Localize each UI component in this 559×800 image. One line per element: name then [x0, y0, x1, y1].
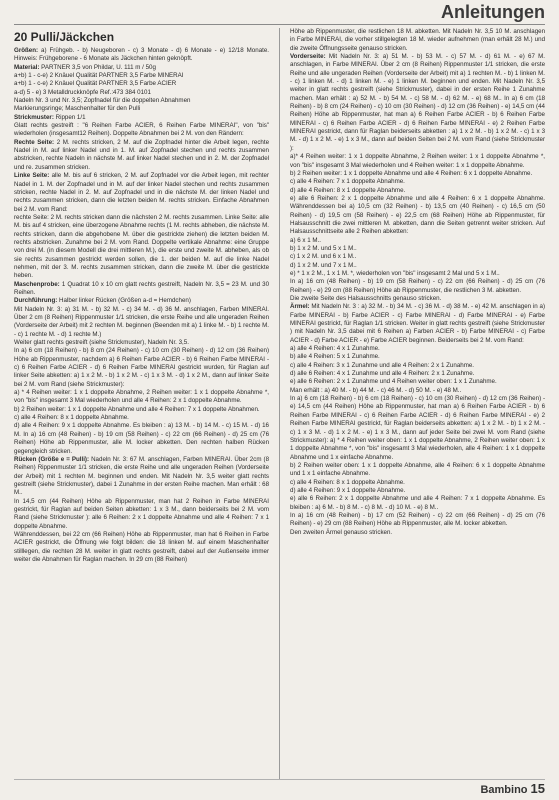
paragraph-heading: Durchführung:	[14, 297, 58, 305]
paragraph-text: In a) 6 cm (18 Reihen) - b) 8 cm (24 Reihen) - c) 10 cm (30 Reihen) - d) 12 cm (36 Reihen) Höhe ab Rippenmuster, nachdem a) 6 Reihen Farbe ACIER - b) 6 Reihen Farbe MINERAI - c) 6 Reihen Farbe ACIER - d) 6 Reihen Farbe MINERAI gestrickt wurden, für Raglan auf linker Seite abketten: a) 1 x 2 M. - b) 1 x 2 M. - c) 1 x 3 M. - d) 1 x 2 M., dann auf linker Seite bei 2 M. vom Rand (siehe Strickmuster):	[14, 347, 270, 388]
paragraph-text: b) 2 Reihen weiter oben: 1 x 1 doppelte Abnahme, alle 4 Reihen: 6 x 1 doppelte Abnahme und 1 x 1 einfache Abnahme.	[290, 461, 546, 478]
paragraph-heading: Rechte Seite:	[14, 138, 55, 146]
paragraph-text: 1 Quadrat 10 x 10 cm glatt rechts gestreift, Nadeln Nr. 3,5 = 23 M. und 30 Reihen.	[14, 280, 270, 296]
paragraph-text: Glatt rechts gestreift : "6 Reihen Farbe ACIER, 6 Reihen Farbe MINERAI", von "bis" wiederholen (insgesamt12 Reihen). Doppelte Abnahmen bei 2 M. von den Rändern:	[14, 122, 270, 138]
paragraph-text: Man erhält : a) 40 M. - b) 44 M. - c) 46 M. - d) 50 M. - e) 48 M..	[290, 386, 462, 394]
paragraph	[290, 345, 545, 353]
right-column	[290, 28, 545, 780]
page-footer	[480, 781, 545, 796]
paragraph	[14, 347, 269, 389]
paragraph	[290, 28, 545, 53]
paragraph-text: Die zweite Seite des Halsausschnitts genauso stricken.	[290, 295, 442, 302]
section-title: Anleitungen	[441, 2, 545, 22]
paragraph-text: 2 M. rechts stricken, 2 M. auf die Zopfnadel hinter die Arbeit legen, rechte Nadel in M. auf linker Nadel und in 1. M. auf Zopfnadel stechen und rechts zusammen abstricken, rechte Nadeln in nächste M. auf linker Nadel stechen und in 2. M. der Zopfnadel und re. zusammen stricken.	[14, 138, 270, 171]
paragraph	[290, 512, 545, 529]
paragraph-text: In a) 6 cm (18 Reihen) - b) 6 cm (18 Reihen) - c) 10 cm (30 Reihen) - d) 12 cm (36 Reihen) - e) 14,5 cm (44 Reihen) Höhe ab Rippenmuster, hat man a) 6 Reihen Farbe ACIER - b) 6 Reihen Farbe MINERAI - c) 6 Reihen Farbe ACIER - d) 6 Reihen Farbe MINERAI - e) 2 Reihen Farbe MINERAI gestrickt, für Raglan beiderseits abketten: a) 1 x 2 M. - b) 1 x 2 M. - c) 1 x 3 M. - d) 1 x 2 M. - e) 1 x 3 M., dann auf jeder Seite bei zwei M. vom Rand (siehe Strickmuster): a) * 4 Reihen weiter oben: 1 x 1 doppelte Abnahme, 2 Reihen weiter oben: 1 x 1 doppelte Abnahme *, von "bis" insgesamt 3 Mal wiederholen, alle 4 Reihen: 1 x 1 doppelte Abnahme und 1 x einfache Abnahme.	[290, 395, 546, 461]
paragraph	[14, 72, 269, 80]
paragraph-text: alle M. bis auf 6 stricken, 2 M. auf Zopfnadel vor die Arbeit legen, mit rechter Nadel in 1. M. der Zopfnadel und in M. auf der linker Nadel stechen und rechts zusammen stricken, rechte Nadel in 2. M. auf Zopfnadel und in die nächste M. der linken Nadel und rechts zusammen stricken, dann die letzten beiden M. rechts stricken. Einfache Abnahmen bei 2 M. vom Rand:	[14, 172, 270, 213]
header-divider	[14, 24, 545, 25]
paragraph-text: e) * 1 x 2 M., 1 x 1 M. *, wiederholen von "bis" insgesamt 2 Mal und 5 x 1 M..	[290, 269, 500, 277]
paragraph	[14, 297, 269, 305]
paragraph-text: Mit Nadeln Nr. 3: a) 51 M. - b) 53 M. - c) 57 M. - d) 61 M. - e) 67 M. anschlagen, in Farbe MINERAI. Über 2 cm (8 Reihen) Rippenmuster 1/1 stricken, die erste Reihe und alle ungeraden Reihen (Vorderseite der Arbeit) mit a) 1 rechten M. - b) 1 linken M. - c) 1 linken M. - d) 1 linken M. - e) 1 linken M. beginnen und enden. Mit Nadeln Nr. 3,5 weiter in glatt rechts gestreift (siehe Strickmuster), dabei in der ersten Reihe 1 Zunahme machen. Man erhält : a) 52 M. - b) 54 M. - c) 58 M. - d) 62 M. - e) 68 M.. In a) 6 cm (18 Reihen) - b) 8 cm (24 Reihen) - c) 10 cm (30 Reihen) - d) 12 cm (36 Reihen) - e) 14,5 cm (44 Reihen) Höhe ab Rippenmuster, hat man a) 6 Reihen Farbe ACIER - b) 6 Reihen Farbe MINERAI - c) 6 Reihen Farbe ACIER - d) 6 Reihen Farbe MINERAI - e) 2 Reihen Farbe MINERAI gestrickt, dann für Raglan beiderseits abketten : a) 1 x 2 M. - b) 1 x 2 M. - c) 1 x 3 M. - d) 1 x 2 M. - e) 1 x 3 M., dann auf beiden Seiten bei 2 M. vom Rand (siehe Strickmuster ):	[290, 53, 546, 152]
paragraph	[290, 362, 545, 370]
paragraph-text: a+b) 1 - c-e) 2 Knäuel Qualität PARTNER 3,5 Farbe ACIER	[14, 80, 177, 88]
paragraph	[290, 195, 545, 237]
magazine-name: Bambino	[480, 784, 528, 796]
paragraph-heading: Linke Seite:	[14, 172, 50, 180]
paragraph-text: a) 6 x 1 M..	[290, 236, 321, 244]
page-number: 15	[530, 781, 545, 796]
paragraph-heading: Rücken (Größe e = Pulli):	[14, 455, 90, 463]
paragraph	[290, 462, 545, 479]
paragraph-text: In a) 16 cm (48 Reihen) - b) 17 cm (52 Reihen) - c) 22 cm (66 Reihen) - d) 25 cm (76 Reihen) - e) 29 cm (88 Reihen) Höhe ab Rippenmuster, alle M. locker abketten.	[290, 511, 546, 528]
paragraph-text: c) alle 4 Reihen: 8 x 1 doppelte Abnahme.	[14, 414, 129, 422]
paragraph-text: Höhe ab Rippenmuster, die restlichen 18 M. abketten. Mit Nadeln Nr. 3,5 10 M. anschlagen in Farbe MINERAI, die vorher stillgelegten 18 M. wieder aufnehmen (man erhält 28 M.) und die zweite Öffnungsseite genauso stricken.	[290, 28, 546, 52]
paragraph-text: Halber linker Rücken (Größen a-d = Hemdchen)	[57, 297, 191, 305]
paragraph-heading: Strickmuster:	[14, 113, 54, 121]
paragraph-text: d) 1 x 2 M. und 7 x 1 M..	[290, 261, 357, 269]
paragraph	[290, 370, 545, 378]
paragraph	[14, 339, 269, 347]
paragraph-text: d) alle 4 Reihen: 9 x 1 doppelte Abnahme.	[290, 486, 406, 494]
paragraph-text: In a) 16 cm (48 Reihen) - b) 19 cm (58 Reihen) - c) 22 cm (66 Reihen) - d) 25 cm (76 Reihen) - e) 29 cm (88 Reihen) Höhe ab Rippenmuster, die restlichen 3 M. abketten.	[290, 278, 546, 294]
paragraph	[290, 295, 545, 303]
paragraph	[290, 178, 545, 186]
paragraph	[290, 253, 545, 261]
header-bar	[0, 0, 559, 22]
paragraph-text: b) 1 x 2 M. und 5 x 1 M..	[290, 244, 357, 252]
paragraph	[290, 303, 545, 345]
paragraph	[290, 353, 545, 361]
paragraph-heading: Ärmel:	[290, 303, 310, 311]
paragraph-text: d) alle 4 Reihen: 8 x 1 doppelte Abnahme.	[290, 186, 406, 194]
paragraph-text: b) alle 4 Reihen: 5 x 1 Zunahme.	[290, 353, 380, 361]
paragraph	[14, 531, 269, 564]
paragraph-text: c) alle 4 Reihen: 3 x 1 Zunahme und alle 4 Reihen: 2 x 1 Zunahme.	[290, 361, 475, 369]
paragraph	[14, 281, 269, 298]
column-divider	[279, 28, 280, 780]
paragraph	[14, 80, 269, 88]
paragraph-text: b) 2 Reihen weiter: 1 x 1 doppelte Abnahme und alle 4 Reihen: 6 x 1 doppelte Abnahme.	[290, 169, 533, 177]
paragraph	[290, 278, 545, 295]
paragraph	[14, 97, 269, 105]
paragraph-text: d) alle 6 Reihen: 4 x 1 Zunahme und alle 4 Reihen: 2 x 1 Zunahme.	[290, 370, 475, 378]
paragraph	[14, 172, 269, 214]
paragraph	[14, 414, 269, 422]
paragraph-text: b) 2 Reihen weiter: 1 x 1 doppelte Abnahme und alle 4 Reihen: 7 x 1 doppelte Abnahmen.	[14, 405, 260, 413]
paragraph	[290, 495, 545, 512]
paragraph	[290, 270, 545, 278]
paragraph	[14, 139, 269, 172]
footer-divider	[14, 779, 545, 780]
paragraph-heading: Größen:	[14, 47, 39, 54]
paragraph	[14, 47, 269, 64]
paragraph	[290, 245, 545, 253]
paragraph-text: e) alle 6 Reihen: 2 x 1 doppelte Abnahme und alle 4 Reihen: 7 x 1 doppelte Abnahme. Es bleiben : a) 6 M. - b) 8 M. - c) 8 M. - d) 10 M. - e) 8 M..	[290, 495, 546, 511]
paragraph	[14, 389, 269, 406]
paragraph-text: e) alle 6 Reihen: 2 x 1 Zunahme und 4 Reihen weiter oben: 1 x 1 Zunahme.	[290, 378, 497, 386]
paragraph	[14, 89, 269, 97]
paragraph-text: Den zweiten Ärmel genauso stricken.	[290, 528, 393, 536]
paragraph	[290, 153, 545, 170]
paragraph	[290, 170, 545, 178]
paragraph	[290, 479, 545, 487]
paragraph-text: e) alle 6 Reihen: 2 x 1 doppelte Abnahme und alle 4 Reihen: 6 x 1 doppelte Abnahme. Währenddessen bei a) 10,5 cm (32 Reihen) - b) 13,5 cm (40 Reihen) - c) 16,5 cm (50 Reihen) - d) 19,5 cm (58 Reihen) - e) 22,5 cm (68 Reihen) Höhe ab Rippenmuster, für Halsausschnitt die zwei mittleren M. abketten, dann die Seiten getrennt weiter stricken. Auf Halsausschnittseite alle 2 Reihen abketten:	[290, 194, 546, 236]
paragraph-text: c) alle 4 Reihen: 8 x 1 doppelte Abnahme.	[290, 478, 405, 486]
paragraph	[290, 378, 545, 386]
paragraph	[14, 498, 269, 531]
paragraph	[14, 306, 269, 339]
paragraph	[14, 114, 269, 122]
paragraph	[14, 64, 269, 72]
paragraph-text: rechte Seite: 2 M. rechts stricken dann die nächsten 2 M. rechts zusammen. Linke Seite: alle M. bis auf 4 stricken, eine überzogene Abnahme rechts (1 M. rechts abheben, die nächste M. rechts stricken, dann die abgehobene M. über die gestrickte ziehen) die letzten beiden M. rechts abstricken. Zunahme bei 2 M. vom Rand. Doppelte vertikale Abnahme: eine Gruppe von drei M. (in diesem Modell die drei mittleren M.), die erste und zweite M. abheben, als ob sie rechts zusammen gestrickt werden sollen, die 1. der beiden M. auf die linke Nadel nehmen, mit der 3. M. rechts zusammen stricken, dann die zweite M. über die gestrickte heben.	[14, 213, 270, 280]
paragraph	[290, 237, 545, 245]
article-body	[14, 28, 545, 780]
paragraph-text: a) alle 4 Reihen: 4 x 1 Zunahme.	[290, 345, 380, 353]
paragraph	[290, 53, 545, 153]
paragraph	[290, 395, 545, 462]
paragraph	[14, 422, 269, 455]
paragraph-heading: Maschenprobe:	[14, 280, 60, 288]
paragraph-heading: Material:	[14, 63, 40, 71]
left-column	[14, 28, 269, 780]
paragraph-text: PARTNER 3,5 von Phildar, U. 111 m / 50g	[39, 63, 156, 71]
paragraph	[290, 387, 545, 395]
paragraph-text: a-d) 5 - e) 3 Metalldruckknöpfe Ref.:473 384 0101	[14, 88, 151, 96]
paragraph-text: Mit Nadeln Nr. 3: a) 31 M. - b) 32 M. - c) 34 M. - d) 36 M. anschlagen, Farben MINERAI. Über 2 cm (8 Reihen) Rippenmuster 1/1 stricken, die erste Reihe und alle ungeraden Reihen (Vorderseite der Arbeit) mit 2 rechten M. beginnen (Beenden mit a) 1 linke M. - b) 1 rechte M. - c) 1 rechte M. - d) 1 rechte M.)	[14, 305, 270, 338]
paragraph	[290, 487, 545, 495]
paragraph	[290, 529, 545, 537]
paragraph	[14, 122, 269, 139]
paragraph-text: Währenddessen, bei 22 cm (66 Reihen) Höhe ab Rippenmuster, man hat 6 Reihen in Farbe ACIER gestrickt, die Öffnung wie folgt bilden: die 18 linken M. auf einem Maschenhalter stilllegen, die rechten 28 M. weiter in glatt rechts gestreift, dabei auf der Außenseite immer weiter die Abnahmen für Raglan machen. In 29 cm (88 Reihen)	[14, 530, 270, 563]
paragraph-text: c) alle 4 Reihen: 7 x 1 doppelte Abnahme.	[290, 178, 405, 186]
paragraph-text: a+b) 1 - c-e) 2 Knäuel Qualität PARTNER 3,5 Farbe MINERAI	[14, 72, 184, 80]
paragraph-text: In 14,5 cm (44 Reihen) Höhe ab Rippenmuster, man hat 2 Reihen in Farbe MINERAI gestrickt, für Raglan auf beiden Seiten abketten: 1 x 3 M., dann beiderseits bei 2 M. vom Rand (siehe Strickmuster ): alle 6 Reihen: 2 x 1 doppelte Abnahme und alle 4 Reihen: 7 x 1 doppelte Abnahme.	[14, 497, 270, 530]
paragraph-text: Markierungsringe; Maschenhalter für den Pulli	[14, 105, 141, 113]
paragraph	[290, 187, 545, 195]
paragraph	[14, 214, 269, 281]
paragraph	[14, 456, 269, 498]
paragraph	[14, 406, 269, 414]
paragraph-text: Nadeln Nr. 3: 67 M. anschlagen, Farben MINERAI. Über 2cm (8 Reihen) Rippenmuster 1/1 stricken, die erste Reihe und alle ungeraden Reihen (Vorderseite der Arbeit) mit 1 rechten M. beginnen und enden. Mit Nadeln Nr. 3,5 weiter glatt rechts gestreift (siehe Strickmuster), dabei 1 Zunahme in der ersten Reihe machen. Man erhält : 68 M..	[14, 455, 270, 497]
paragraph-text: d) alle 4 Reihen: 9 x 1 doppelte Abnahme. Es bleiben : a) 13 M. - b) 14 M. - c) 15 M. - d) 16 M. In a) 16 cm (48 Reihen) - b) 19 cm (58 Reihen) - c) 22 cm (66 Reihen) - d) 25 cm (76 Reihen) Höhe ab Rippenmuster, alle M. locker abketten. Den rechten halben Rücken gegengleich stricken.	[14, 422, 270, 455]
paragraph-text: Rippen 1/1	[53, 113, 86, 121]
paragraph-text: Mit Nadeln Nr. 3 : a) 32 M. - b) 34 M. - c) 36 M. - d) 38 M. - e) 42 M. anschlagen in a) Farbe MINERAI - b) Farbe ACIER - c) Farbe MINERAI - d) Farbe MINERAI - e) Farbe MINERAI gestrickt, für Raglan 1/1 stricken. Weiter in glatt rechts gestreift (siehe Strickmuster ) mit Nadeln Nr. 3,5 dabei mit 6 Reihen a) Farben ACIER - b) Farbe MINERAI - c) Farbe ACIER - d) Farbe ACIER - e) Farbe ACIER beginnen. Beiderseits bei 2 M. vom Rand:	[290, 303, 546, 344]
paragraph	[290, 262, 545, 270]
paragraph-text: Nadeln Nr. 3 und Nr. 3,5; Zopfnadel für die doppelten Abnahmen	[14, 97, 191, 105]
paragraph-text: c) 1 x 2 M. und 6 x 1 M..	[290, 253, 357, 261]
article-title: 20 Pulli/Jäckchen	[14, 30, 115, 44]
paragraph-text: a) Frühgeb. - b) Neugeboren - c) 3 Monate - d) 6 Monate - e) 12/18 Monate. Hinweis: Frühgeborene - 6 Monate als Jäckchen hinten geknöpft.	[14, 47, 270, 63]
paragraph	[14, 105, 269, 113]
paragraph-text: a)* 4 Reihen weiter: 1 x 1 doppelte Abnahme, 2 Reihen weiter: 1 x 1 doppelte Abnahme *, von "bis" insgesamt 3 Mal wiederholen und 4 Reihen weiter: 1 x 1 doppelte Abnahme.	[290, 153, 546, 169]
paragraph-text: a) * 4 Reihen weiter: 1 x 1 doppelte Abnahme, 2 Reihen weiter: 1 x 1 doppelte Abnahme *, von "bis" insgesamt 3 Mal wiederholen und alle 4 Reihen: 2 x 1 doppelte Abnahme.	[14, 389, 270, 405]
paragraph-text: Weiter glatt rechts gestreift (siehe Strickmuster), Nadeln Nr. 3,5.	[14, 339, 189, 347]
paragraph-heading: Vorderseite:	[290, 53, 326, 61]
